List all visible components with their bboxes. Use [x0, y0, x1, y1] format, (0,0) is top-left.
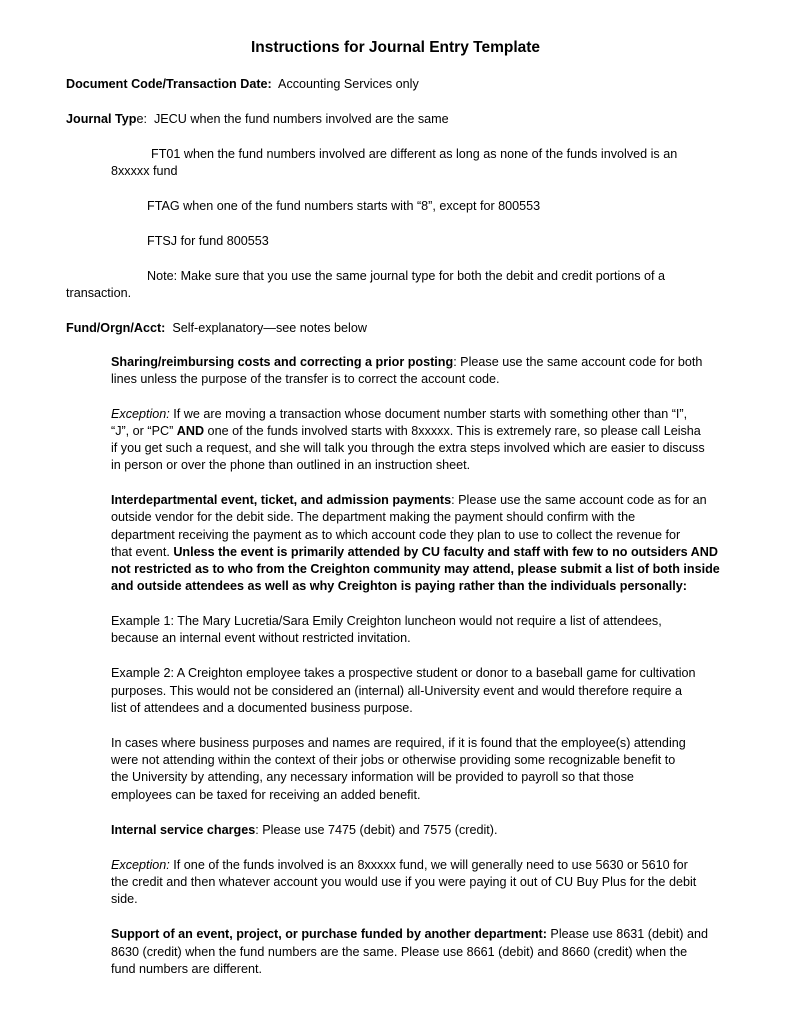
exception1-line1-rest: If we are moving a transaction whose document number starts with something other than “I”, [169, 407, 688, 421]
exception2-line1-rest: If one of the funds involved is an 8xxxxx fund, we will generally need to use 5630 or 5610 for [169, 858, 688, 872]
exception1-line2 [111, 423, 701, 440]
exception2-line2: the credit and then whatever account you would use if you were paying it out of CU Buy Plus for the debit [111, 875, 697, 889]
cases-line4: employees can be taxed for receiving an added benefit. [111, 788, 421, 802]
example2-line2: purposes. This would not be considered an (internal) all-University event and would therefore require a [111, 684, 682, 698]
exception2-line3: side. [111, 892, 138, 906]
example1-line2: because an internal event without restricted invitation. [111, 631, 411, 645]
exception1-and: AND [176, 424, 205, 438]
journal-type-label: Journal Typ [66, 112, 137, 126]
exception1-line4: in person or over the phone than outlined in an instruction sheet. [111, 458, 471, 472]
internal-service-heading: Internal service charges [111, 823, 256, 837]
interdept-line1 [111, 492, 707, 509]
exception1-label: Exception: [111, 407, 170, 421]
cases-line3: the University by attending, any necessary information will be provided to payroll so that those [111, 770, 634, 784]
exception2-line1 [111, 857, 688, 874]
interdept-line6: and outside attendees as well as why Creighton is paying rather than the individuals personally: [111, 579, 687, 593]
exception1-line2-post: one of the funds involved starts with 8xxxxx. This is extremely rare, so please call Leisha [204, 424, 701, 438]
interdept-line2: outside vendor for the debit side. The department making the payment should confirm with the [111, 510, 636, 524]
cases-line1: In cases where business purposes and names are required, if it is found that the employee(s) attending [111, 736, 686, 750]
journal-type-label-tail: e: [136, 112, 147, 126]
example2-line3: list of attendees and a documented business purpose. [111, 701, 413, 715]
interdept-line1-rest: : Please use the same account code as for an [451, 493, 707, 507]
interdept-line5: not restricted as to who from the Creighton community may attend, please submit a list of both inside [111, 562, 720, 576]
fund-line [66, 320, 367, 337]
cases-line2: were not attending within the context of their jobs or otherwise providing some recognizable benefit to [111, 753, 676, 767]
journal-type-ft01-line2: 8xxxxx fund [111, 164, 178, 178]
support-heading: Support of an event, project, or purchase funded by another department: [111, 927, 547, 941]
exception1-line1 [111, 406, 687, 423]
example2-line1: Example 2: A Creighton employee takes a prospective student or donor to a baseball game for cultivation [111, 666, 696, 680]
journal-type-ftsj: FTSJ for fund 800553 [147, 234, 269, 248]
exception2-label: Exception: [111, 858, 170, 872]
internal-service-rest: : Please use 7475 (debit) and 7575 (credit). [255, 823, 498, 837]
journal-type-note-line1: Note: Make sure that you use the same journal type for both the debit and credit portions of a [147, 269, 666, 283]
support-line3: fund numbers are different. [111, 962, 262, 976]
support-line1-rest: Please use 8631 (debit) and [546, 927, 708, 941]
exception1-line2-pre: “J”, or “PC” [111, 424, 177, 438]
example1-line1: Example 1: The Mary Lucretia/Sara Emily Creighton luncheon would not require a list of attendees, [111, 614, 662, 628]
interdept-heading: Interdepartmental event, ticket, and admission payments [111, 493, 452, 507]
fund-value: Self-explanatory—see notes below [172, 321, 367, 335]
support-line2: 8630 (credit) when the fund numbers are the same. Please use 8661 (debit) and 8660 (credit) when the [111, 945, 688, 959]
exception1-line3: if you get such a request, and she will talk you through the extra steps involved which are easier to discuss [111, 441, 705, 455]
journal-type-line [66, 111, 449, 128]
doc-code-label: Document Code/Transaction Date: [66, 77, 272, 91]
interdept-line4-bold: Unless the event is primarily attended by CU faculty and staff with few to no outsiders AND [173, 545, 718, 559]
journal-type-ft01-line1: FT01 when the fund numbers involved are different as long as none of the funds involved is an [151, 147, 678, 161]
doc-code-value: Accounting Services only [278, 77, 419, 91]
sharing-line1-rest: : Please use the same account code for both [453, 355, 703, 369]
sharing-line1 [111, 354, 702, 371]
sharing-heading: Sharing/reimbursing costs and correcting a prior posting [111, 355, 454, 369]
journal-type-jecu: JECU when the fund numbers involved are the same [153, 112, 449, 126]
journal-type-ftag: FTAG when one of the fund numbers starts with “8”, except for 800553 [147, 199, 541, 213]
interdept-line3: department receiving the payment as to which account code they plan to use to collect the revenue for [111, 528, 681, 542]
internal-service-line [111, 822, 497, 839]
doc-code-line [66, 76, 419, 93]
support-line1 [111, 926, 708, 943]
document-title: Instructions for Journal Entry Template [250, 39, 541, 56]
journal-type-note-line2: transaction. [66, 286, 132, 300]
interdept-line4-pre: that event. [111, 545, 174, 559]
interdept-line4 [111, 544, 718, 561]
sharing-line2: lines unless the purpose of the transfer is to correct the account code. [111, 372, 500, 386]
fund-label: Fund/Orgn/Acct: [66, 321, 166, 335]
